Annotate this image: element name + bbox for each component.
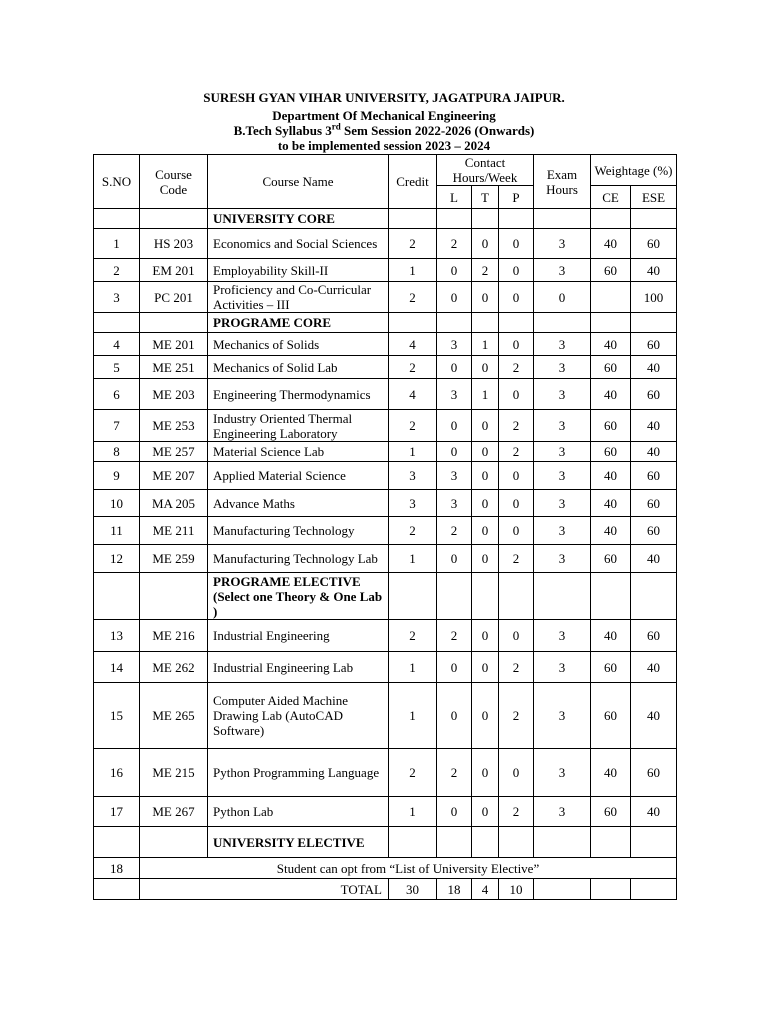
cell-credit: 2 xyxy=(389,356,437,379)
col-l-header: L xyxy=(437,186,472,209)
cell-ese: 60 xyxy=(631,229,677,259)
cell-p: 2 xyxy=(499,797,534,827)
cell-exam: 3 xyxy=(534,797,591,827)
cell-sno: 12 xyxy=(94,545,140,573)
syllabus-table xyxy=(93,154,677,900)
cell-code: PC 201 xyxy=(140,282,208,313)
cell-p: 2 xyxy=(499,652,534,683)
table-row xyxy=(94,620,677,652)
cell-ce xyxy=(591,282,631,313)
cell-ce: 40 xyxy=(591,333,631,356)
cell-credit: 4 xyxy=(389,333,437,356)
cell-sno: 15 xyxy=(94,683,140,749)
empty-cell xyxy=(534,313,591,333)
cell-t: 0 xyxy=(472,517,499,545)
cell-credit: 2 xyxy=(389,517,437,545)
empty-cell xyxy=(534,573,591,620)
col-ese-header: ESE xyxy=(631,186,677,209)
cell-p: 2 xyxy=(499,442,534,462)
cell-ce: 60 xyxy=(591,442,631,462)
cell-code: ME 257 xyxy=(140,442,208,462)
empty-cell xyxy=(534,879,591,900)
cell-p: 0 xyxy=(499,333,534,356)
cell-name: Python Programming Language xyxy=(208,749,389,797)
cell-ese: 40 xyxy=(631,652,677,683)
cell-exam: 3 xyxy=(534,462,591,490)
empty-cell xyxy=(140,209,208,229)
cell-p: 2 xyxy=(499,545,534,573)
table-row xyxy=(94,333,677,356)
cell-l: 0 xyxy=(437,545,472,573)
cell-ce: 40 xyxy=(591,379,631,410)
cell-l: 3 xyxy=(437,333,472,356)
empty-cell xyxy=(499,573,534,620)
cell-p: 2 xyxy=(499,683,534,749)
col-credit-header: Credit xyxy=(389,155,437,209)
cell-t: 0 xyxy=(472,229,499,259)
empty-cell xyxy=(591,313,631,333)
empty-cell xyxy=(94,313,140,333)
table-row xyxy=(94,379,677,410)
cell-l: 2 xyxy=(437,517,472,545)
cell-exam: 3 xyxy=(534,490,591,517)
cell-t: 0 xyxy=(472,797,499,827)
cell-l: 0 xyxy=(437,652,472,683)
cell-sno: 8 xyxy=(94,442,140,462)
empty-cell xyxy=(499,313,534,333)
empty-cell xyxy=(94,827,140,858)
empty-cell xyxy=(631,209,677,229)
cell-ese: 60 xyxy=(631,333,677,356)
table-row xyxy=(94,410,677,442)
cell-t: 0 xyxy=(472,652,499,683)
cell-sno: 10 xyxy=(94,490,140,517)
cell-sno: 6 xyxy=(94,379,140,410)
cell-credit: 2 xyxy=(389,620,437,652)
cell-ce: 60 xyxy=(591,683,631,749)
cell-code: ME 267 xyxy=(140,797,208,827)
empty-cell xyxy=(94,573,140,620)
cell-credit: 2 xyxy=(389,282,437,313)
cell-ese: 60 xyxy=(631,620,677,652)
cell-sno: 2 xyxy=(94,259,140,282)
cell-ese: 40 xyxy=(631,683,677,749)
cell-ce: 60 xyxy=(591,410,631,442)
cell-exam: 3 xyxy=(534,545,591,573)
cell-l: 3 xyxy=(437,462,472,490)
cell-p: 2 xyxy=(499,356,534,379)
cell-ese: 40 xyxy=(631,442,677,462)
cell-code: ME 201 xyxy=(140,333,208,356)
cell-ese: 40 xyxy=(631,259,677,282)
cell-t: 1 xyxy=(472,333,499,356)
cell-credit: 2 xyxy=(389,749,437,797)
cell-ce: 40 xyxy=(591,517,631,545)
col-name-header: Course Name xyxy=(208,155,389,209)
cell-sno: 5 xyxy=(94,356,140,379)
cell-name: Material Science Lab xyxy=(208,442,389,462)
cell-l: 2 xyxy=(437,620,472,652)
cell-ese: 100 xyxy=(631,282,677,313)
empty-cell xyxy=(472,573,499,620)
cell-credit: 1 xyxy=(389,545,437,573)
table-row xyxy=(94,683,677,749)
session-title: to be implemented session 2023 – 2024 xyxy=(277,138,491,153)
empty-cell xyxy=(437,313,472,333)
cell-exam: 0 xyxy=(534,282,591,313)
empty-cell xyxy=(389,209,437,229)
cell-code: ME 203 xyxy=(140,379,208,410)
cell-credit: 3 xyxy=(389,490,437,517)
table-row xyxy=(94,652,677,683)
total-l: 18 xyxy=(437,879,472,900)
col-contact-header: Contact Hours/Week xyxy=(437,155,534,186)
section-heading: UNIVERSITY CORE xyxy=(208,209,389,229)
cell-p: 0 xyxy=(499,490,534,517)
cell-exam: 3 xyxy=(534,683,591,749)
cell-t: 0 xyxy=(472,282,499,313)
cell-l: 0 xyxy=(437,683,472,749)
section-row xyxy=(94,573,677,620)
cell-sno: 4 xyxy=(94,333,140,356)
cell-sno: 3 xyxy=(94,282,140,313)
cell-p: 0 xyxy=(499,462,534,490)
section-heading: UNIVERSITY ELECTIVE xyxy=(208,827,389,858)
table-row xyxy=(94,517,677,545)
cell-l: 0 xyxy=(437,410,472,442)
cell-ce: 60 xyxy=(591,545,631,573)
cell-sno: 1 xyxy=(94,229,140,259)
cell-name: Proficiency and Co-Curricular Activities – III xyxy=(208,282,389,313)
total-t: 4 xyxy=(472,879,499,900)
cell-ese: 40 xyxy=(631,410,677,442)
empty-cell xyxy=(631,313,677,333)
cell-code: ME 253 xyxy=(140,410,208,442)
cell-code: ME 259 xyxy=(140,545,208,573)
cell-code: ME 215 xyxy=(140,749,208,797)
cell-p: 0 xyxy=(499,259,534,282)
col-weight-header: Weightage (%) xyxy=(591,155,677,186)
empty-cell xyxy=(437,209,472,229)
empty-cell xyxy=(140,313,208,333)
table-row xyxy=(94,356,677,379)
table-row xyxy=(94,749,677,797)
university-elective-note: Student can opt from “List of University Elective” xyxy=(140,858,677,879)
total-label: TOTAL xyxy=(140,879,389,900)
cell-exam: 3 xyxy=(534,442,591,462)
empty-cell xyxy=(389,827,437,858)
empty-cell xyxy=(437,827,472,858)
cell-t: 0 xyxy=(472,620,499,652)
cell-exam: 3 xyxy=(534,620,591,652)
cell-t: 0 xyxy=(472,410,499,442)
section-row xyxy=(94,209,677,229)
cell-name: Industrial Engineering Lab xyxy=(208,652,389,683)
header-row xyxy=(94,155,677,186)
empty-cell xyxy=(94,209,140,229)
empty-cell xyxy=(499,827,534,858)
empty-cell xyxy=(591,879,631,900)
cell-p: 0 xyxy=(499,379,534,410)
empty-cell xyxy=(631,879,677,900)
cell-exam: 3 xyxy=(534,517,591,545)
empty-cell xyxy=(591,209,631,229)
cell-t: 0 xyxy=(472,356,499,379)
col-t-header: T xyxy=(472,186,499,209)
cell-exam: 3 xyxy=(534,229,591,259)
cell-ce: 40 xyxy=(591,620,631,652)
total-row xyxy=(94,879,677,900)
empty-cell xyxy=(591,573,631,620)
cell-t: 2 xyxy=(472,259,499,282)
cell-ese: 40 xyxy=(631,356,677,379)
cell-name: Manufacturing Technology Lab xyxy=(208,545,389,573)
cell-ese: 60 xyxy=(631,490,677,517)
cell-name: Employability Skill-II xyxy=(208,259,389,282)
cell-sno: 11 xyxy=(94,517,140,545)
cell-ce: 40 xyxy=(591,490,631,517)
cell-p: 0 xyxy=(499,749,534,797)
cell-exam: 3 xyxy=(534,652,591,683)
cell-ese: 40 xyxy=(631,797,677,827)
empty-cell xyxy=(472,827,499,858)
section-heading: PROGRAME CORE xyxy=(208,313,389,333)
cell-credit: 1 xyxy=(389,652,437,683)
section-row xyxy=(94,313,677,333)
cell-code: ME 251 xyxy=(140,356,208,379)
empty-cell xyxy=(472,313,499,333)
cell-t: 0 xyxy=(472,462,499,490)
cell-name: Manufacturing Technology xyxy=(208,517,389,545)
cell-p: 0 xyxy=(499,620,534,652)
cell-l: 0 xyxy=(437,356,472,379)
table-row xyxy=(94,259,677,282)
empty-cell xyxy=(499,209,534,229)
cell-exam: 3 xyxy=(534,333,591,356)
cell-code: ME 207 xyxy=(140,462,208,490)
cell-name: Economics and Social Sciences xyxy=(208,229,389,259)
table-row xyxy=(94,442,677,462)
cell-t: 0 xyxy=(472,749,499,797)
cell-name: Industry Oriented Thermal Engineering Laboratory xyxy=(208,410,389,442)
cell-code: EM 201 xyxy=(140,259,208,282)
cell-credit: 3 xyxy=(389,462,437,490)
empty-cell xyxy=(437,573,472,620)
cell-code: ME 262 xyxy=(140,652,208,683)
cell-t: 1 xyxy=(472,379,499,410)
cell-sno: 18 xyxy=(94,858,140,879)
cell-ce: 60 xyxy=(591,797,631,827)
cell-l: 0 xyxy=(437,282,472,313)
cell-code: ME 216 xyxy=(140,620,208,652)
cell-l: 2 xyxy=(437,229,472,259)
col-p-header: P xyxy=(499,186,534,209)
cell-l: 3 xyxy=(437,490,472,517)
table-row xyxy=(94,229,677,259)
cell-credit: 2 xyxy=(389,229,437,259)
table-row xyxy=(94,797,677,827)
cell-code: MA 205 xyxy=(140,490,208,517)
cell-p: 0 xyxy=(499,517,534,545)
cell-ce: 60 xyxy=(591,356,631,379)
empty-cell xyxy=(140,827,208,858)
cell-t: 0 xyxy=(472,442,499,462)
cell-ce: 40 xyxy=(591,229,631,259)
cell-sno: 7 xyxy=(94,410,140,442)
syllabus-title-sup: rd xyxy=(331,121,341,132)
cell-ese: 60 xyxy=(631,517,677,545)
cell-code: HS 203 xyxy=(140,229,208,259)
empty-cell xyxy=(591,827,631,858)
cell-exam: 3 xyxy=(534,410,591,442)
cell-l: 0 xyxy=(437,259,472,282)
cell-name: Applied Material Science xyxy=(208,462,389,490)
empty-cell xyxy=(472,209,499,229)
cell-code: ME 211 xyxy=(140,517,208,545)
total-p: 10 xyxy=(499,879,534,900)
cell-t: 0 xyxy=(472,490,499,517)
syllabus-title xyxy=(0,123,768,139)
cell-ese: 60 xyxy=(631,749,677,797)
empty-cell xyxy=(389,313,437,333)
cell-name: Engineering Thermodynamics xyxy=(208,379,389,410)
cell-code: ME 265 xyxy=(140,683,208,749)
cell-exam: 3 xyxy=(534,259,591,282)
empty-cell xyxy=(94,879,140,900)
cell-name: Computer Aided Machine Drawing Lab (AutoCAD Software) xyxy=(208,683,389,749)
cell-t: 0 xyxy=(472,545,499,573)
empty-cell xyxy=(631,827,677,858)
cell-ce: 40 xyxy=(591,462,631,490)
syllabus-title-post: Sem Session 2022-2026 (Onwards) xyxy=(340,123,535,138)
department-title: Department Of Mechanical Engineering xyxy=(272,108,496,123)
cell-sno: 13 xyxy=(94,620,140,652)
cell-ese: 60 xyxy=(631,379,677,410)
university-elective-row xyxy=(94,858,677,879)
col-exam-header: Exam Hours xyxy=(534,155,591,209)
cell-name: Industrial Engineering xyxy=(208,620,389,652)
cell-exam: 3 xyxy=(534,749,591,797)
cell-p: 2 xyxy=(499,410,534,442)
table-row xyxy=(94,282,677,313)
empty-cell xyxy=(389,573,437,620)
cell-sno: 17 xyxy=(94,797,140,827)
cell-t: 0 xyxy=(472,683,499,749)
empty-cell xyxy=(631,573,677,620)
cell-credit: 1 xyxy=(389,442,437,462)
cell-sno: 16 xyxy=(94,749,140,797)
col-ce-header: CE xyxy=(591,186,631,209)
cell-sno: 9 xyxy=(94,462,140,490)
cell-credit: 2 xyxy=(389,410,437,442)
cell-l: 0 xyxy=(437,797,472,827)
cell-ese: 60 xyxy=(631,462,677,490)
cell-l: 0 xyxy=(437,442,472,462)
total-credit: 30 xyxy=(389,879,437,900)
syllabus-title-pre: B.Tech Syllabus 3 xyxy=(233,123,332,138)
col-sno-header: S.NO xyxy=(94,155,140,209)
table-row xyxy=(94,545,677,573)
cell-credit: 1 xyxy=(389,797,437,827)
section-row xyxy=(94,827,677,858)
empty-cell xyxy=(534,827,591,858)
cell-ce: 60 xyxy=(591,652,631,683)
cell-l: 3 xyxy=(437,379,472,410)
cell-sno: 14 xyxy=(94,652,140,683)
cell-name: Advance Maths xyxy=(208,490,389,517)
section-heading: PROGRAME ELECTIVE (Select one Theory & One Lab ) xyxy=(208,573,389,620)
cell-ese: 40 xyxy=(631,545,677,573)
cell-p: 0 xyxy=(499,229,534,259)
table-row xyxy=(94,462,677,490)
col-code-header: Course Code xyxy=(140,155,208,209)
cell-exam: 3 xyxy=(534,356,591,379)
empty-cell xyxy=(534,209,591,229)
cell-l: 2 xyxy=(437,749,472,797)
cell-name: Mechanics of Solids xyxy=(208,333,389,356)
cell-p: 0 xyxy=(499,282,534,313)
cell-credit: 1 xyxy=(389,683,437,749)
cell-name: Python Lab xyxy=(208,797,389,827)
cell-credit: 4 xyxy=(389,379,437,410)
cell-ce: 60 xyxy=(591,259,631,282)
cell-ce: 40 xyxy=(591,749,631,797)
cell-exam: 3 xyxy=(534,379,591,410)
table-row xyxy=(94,490,677,517)
cell-name: Mechanics of Solid Lab xyxy=(208,356,389,379)
empty-cell xyxy=(140,573,208,620)
university-title: SURESH GYAN VIHAR UNIVERSITY, JAGATPURA JAIPUR. xyxy=(203,90,565,105)
cell-credit: 1 xyxy=(389,259,437,282)
